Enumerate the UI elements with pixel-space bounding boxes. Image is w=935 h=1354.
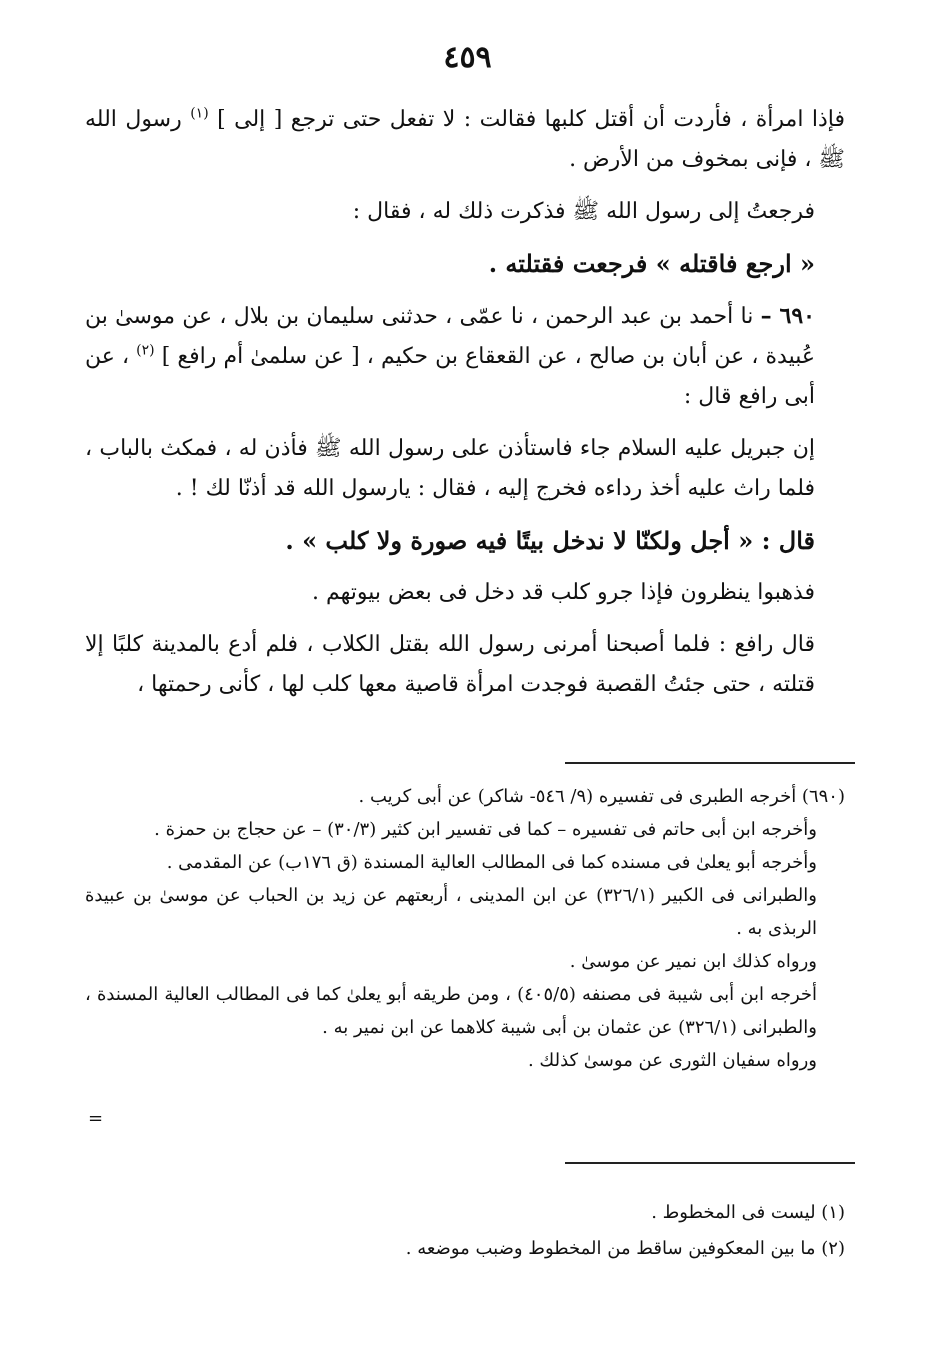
hadith-isnad-end: ، عن أبى رافع قال : <box>85 344 815 409</box>
paragraph-1-end: رسول الله ﷺ ، فإنى بمخوف من الأرض . <box>85 107 845 172</box>
paragraph-1-text: فإذا امرأة ، فأردت أن أقتل كلبها فقالت : لا تفعل حتى ترجع [ إلى ] <box>217 107 846 132</box>
footnote-1: (١) ليست فى المخطوط . <box>651 1202 845 1223</box>
paragraph-1 <box>85 100 845 180</box>
footnote-ref-1[interactable]: (١) <box>190 105 209 122</box>
paragraph-2: فرجعتُ إلى رسول الله ﷺ فذكرت ذلك له ، فقال : <box>352 199 815 224</box>
main-text <box>85 100 845 705</box>
footnote-2: (٢) ما بين المعكوفين ساقط من المخطوط وضبب موضعه . <box>405 1238 845 1259</box>
hadith-number: ٦٩٠ – <box>760 303 815 329</box>
page-number: ٤٥٩ <box>443 40 492 75</box>
takhrij-line-6: أخرجه ابن أبى شيبة فى مصنفه (٤٠٥/٥) ، ومن طريقه أبو يعلىٰ كما فى المطالب العالية المسندة ، والطبرانى (٣٢٦/١) عن عثمان بن أبى شيبة كلاهما عن ابن نمير به . <box>85 984 818 1038</box>
takhrij-line-7: ورواه سفيان الثورى عن موسىٰ كذلك . <box>527 1050 817 1071</box>
takhrij-notes <box>85 780 845 1077</box>
separator-rule-2 <box>565 1162 855 1164</box>
takhrij-line-2: وأخرجه ابن أبى حاتم فى تفسيره – كما فى تفسير ابن كثير (٣٠/٣) – عن حجاج بن حمزة . <box>154 819 817 840</box>
takhrij-line-4: والطبرانى فى الكبير (٣٢٦/١) عن ابن المدينى ، أربعتهم عن زيد بن الحباب عن موسىٰ بن عبيدة الربذى به . <box>85 885 817 939</box>
takhrij-line-5: ورواه كذلك ابن نمير عن موسىٰ . <box>569 951 817 972</box>
takhrij-line-3: وأخرجه أبو يعلىٰ فى مسنده كما فى المطالب العالية المسندة (ق ١٧٦ب) عن المقدمى . <box>166 852 817 873</box>
takhrij-line-1: (٦٩٠) أخرجه الطبرى فى تفسيره (٩/ ٥٤٦- شاكر) عن أبى كريب . <box>358 786 845 807</box>
prophet-quote-2: قال : « أجل ولكنّا لا ندخل بيتًا فيه صورة ولا كلب » . <box>285 526 815 555</box>
paragraph-rafi: قال رافع : فلما أصبحنا أمرنى رسول الله بقتل الكلاب ، فلم أدع بالمدينة كلبًا إلا قتلته ، حتى جئتُ القصبة فوجدت امرأة قاصية معها كلب لها ، كأنى رحمتها ، <box>85 632 815 697</box>
hadith-690 <box>85 296 845 417</box>
paragraph-puppy: فذهبوا ينظرون فإذا جرو كلب قد دخل فى بعض بيوتهم . <box>312 580 815 605</box>
footnotes <box>85 1195 845 1267</box>
paragraph-jibril: إن جبريل عليه السلام جاء فاستأذن على رسول الله ﷺ فأذن له ، فمكث بالباب ، فلما راث عليه أخذ رداءه فخرج إليه ، فقال : يارسول الله قد أذنّا لك ! . <box>85 436 815 501</box>
footnote-ref-2[interactable]: (٢) <box>136 342 155 359</box>
continuation-mark: = <box>88 1108 104 1129</box>
separator-rule-1 <box>565 762 855 764</box>
hadith-isnad: نا أحمد بن عبد الرحمن ، نا عمّى ، حدثنى سليمان بن بلال ، عن موسىٰ بن عُبيدة ، عن أبان بن صالح ، عن القعقاع بن حكيم ، [ عن سلمىٰ أم رافع ] <box>85 304 815 369</box>
prophet-quote-1: « ارجع فاقتله » فرجعت فقتلته . <box>488 249 815 278</box>
